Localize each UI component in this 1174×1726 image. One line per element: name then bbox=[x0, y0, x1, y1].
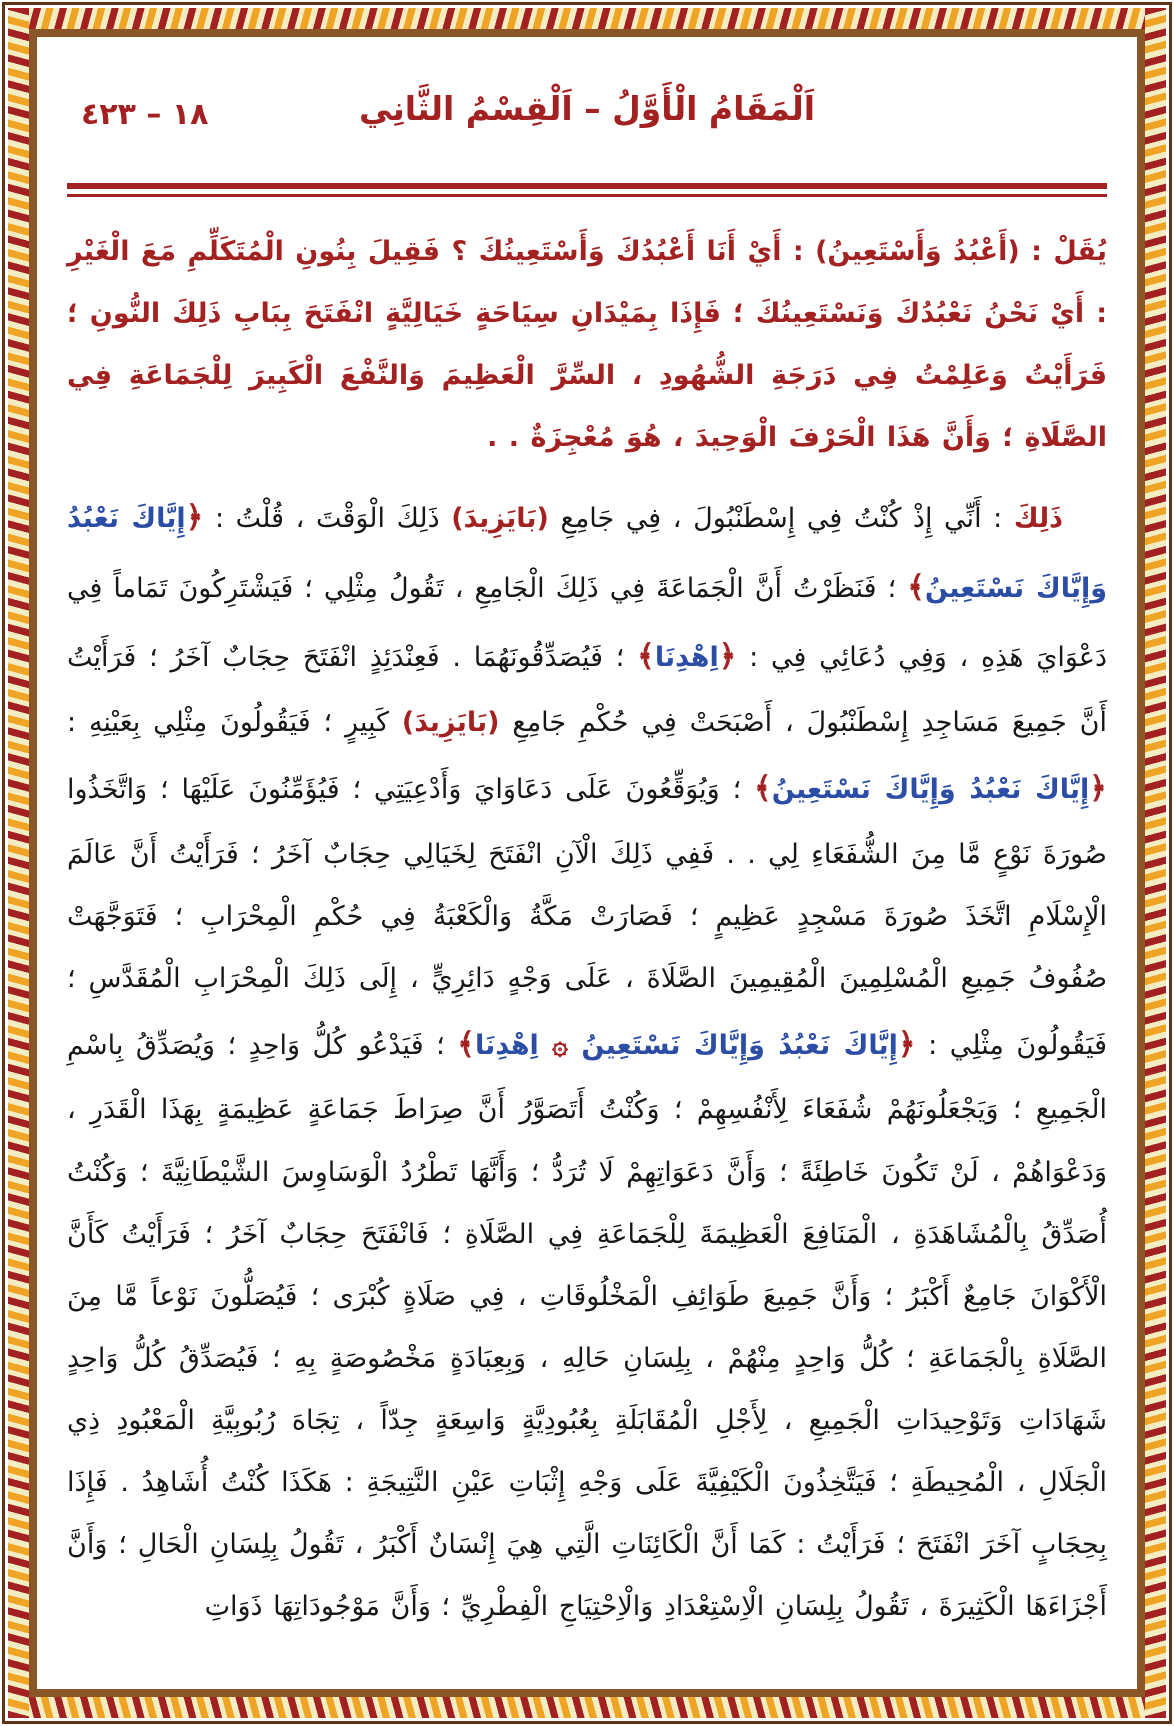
body-text bbox=[67, 221, 1107, 1638]
text-segment-red: ذَلِكَ bbox=[1013, 503, 1063, 535]
text-segment-black: كَبِيرٍ ؛ فَيَقُولُونَ مِثْلِي بِعَيْنِهِ : bbox=[67, 706, 402, 738]
text-segment-red: (بَايَزِيدَ) bbox=[401, 706, 500, 738]
border-pattern-band-right bbox=[1145, 8, 1166, 1718]
text-segment-bracket: ﴿ bbox=[897, 1026, 916, 1062]
narrative-paragraph bbox=[67, 483, 1107, 1638]
border-pattern-band-left bbox=[8, 8, 29, 1718]
text-segment-rosette: ۞ bbox=[538, 1029, 582, 1061]
text-segment-bracket: ﴿ bbox=[185, 500, 204, 536]
page-content bbox=[37, 37, 1137, 1689]
text-segment-black: ؛ فَيَدْعُو كُلُّ وَاحِدٍ ؛ وَيُصَدِّقُ بِاسْمِ الْجَمِيعِ ؛ وَيَجْعَلُونَهُمْ شُفَعَاءَ لِأَنْفُسِهِمْ ؛ وَكُنْتُ أَتَصَوَّرُ أَنَّ صِرَاطَ جَمَاعَةٍ عَظِيمَةٍ بِهَذَا الْقَدَرِ ، وَدَعْوَاهُمْ ، لَنْ تَكُونَ خَاطِئَةً ؛ وَأَنَّ دَعَوَاتِهِمْ لَا تُرَدُّ ؛ وَأَنَّهَا تَطْرُدُ الْوَسَاوِسَ الشَّيْطَانِيَّةَ ؛ وَكُنْتُ أُصَدِّقُ بِالْمُشَاهَدَةِ ، الْمَنَافِعَ الْعَظِيمَةَ لِلْجَمَاعَةِ فِي الصَّلَاةِ ؛ فَانْفَتَحَ حِجَابٌ آخَرُ ؛ فَرَأَيْتُ كَأَنَّ الْأَكْوَانَ جَامِعٌ أَكْبَرُ ؛ وَأَنَّ جَمِيعَ طَوَائِفِ الْمَخْلُوقَاتِ ، فِي صَلَاةٍ كُبْرَى ؛ فَيُصَلُّونَ نَوْعاً مَّا مِنَ الصَّلَاةِ بِالْجَمَاعَةِ ؛ كُلُّ وَاحِدٍ مِنْهُمْ ، بِلِسَانِ حَالِهِ ، وَبِعِبَادَةٍ مَخْصُوصَةٍ بِهِ ؛ فَيُصَدِّقُ كُلُّ وَاحِدٍ شَهَادَاتِ وَتَوْحِيدَاتِ الْجَمِيعِ ، لِأَجْلِ الْمُقَابَلَةِ بِعُبُودِيَّةٍ وَاسِعَةٍ جِدّاً ، تِجَاهَ رُبُوبِيَّةِ الْمَعْبُودِ ذِي الْجَلَالِ ، الْمُحِيطَةِ ؛ فَيَتَّخِذُونَ الْكَيْفِيَّةَ عَلَى وَجْهِ إِثْبَاتِ عَيْنِ النَّتِيجَةِ : هَكَذَا كُنْتُ أُشَاهِدُ . فَإِذَا بِحِجَابٍ آخَرَ انْفَتَحَ ؛ فَرَأَيْتُ : كَمَا أَنَّ الْكَائِنَاتِ الَّتِي هِيَ إِنْسَانٌ أَكْبَرُ ، تَقُولُ بِلِسَانِ الْحَالِ ؛ وَأَنَّ أَجْزَاءَهَا الْكَثِيرَةَ ، تَقُولُ بِلِسَانِ الْاِسْتِعْدَادِ وَالْاِحْتِيَاجِ الْفِطْرِيِّ ؛ وَأَنَّ مَوْجُودَاتِهَا ذَوَاتِ bbox=[67, 1029, 1107, 1623]
page-title: اَلْمَقَامُ الْأَوَّلُ – اَلْقِسْمُ الثَّانِي bbox=[358, 89, 816, 128]
text-segment-black: ؛ وَيُوَقِّعُونَ عَلَى دَعَاوَايَ وَأَدْعِيَتِي ؛ فَيُؤَمِّنُونَ عَلَيْهَا ؛ وَاتَّخَذُوا صُورَةَ نَوْعٍ مَّا مِنَ الشُّفَعَاءِ لِي . . فَفِي ذَلِكَ الْآنِ انْفَتَحَ لِخَيَالِي حِجَابٌ آخَرُ ؛ فَرَأَيْتُ أَنَّ عَالَمَ الْإِسْلَامِ اتَّخَذَ صُورَةَ مَسْجِدٍ عَظِيمٍ ؛ فَصَارَتْ مَكَّةُ وَالْكَعْبَةُ فِي حُكْمِ الْمِحْرَابِ ؛ فَتَوَجَّهَتْ صُفُوفُ جَمِيعِ الْمُسْلِمِينَ الْمُقِيمِينَ الصَّلَاةَ ، عَلَى وَجْهٍ دَائِرِيٍّ ، إِلَى ذَلِكَ الْمِحْرَابِ الْمُقَدَّسِ ؛ فَيَقُولُونَ مِثْلِي : bbox=[67, 774, 1108, 1061]
text-segment-bracket: ﴾ bbox=[457, 1026, 475, 1062]
text-segment-red: (بَايَزِيدَ) bbox=[451, 503, 549, 535]
border-pattern-band-bottom bbox=[8, 1697, 1166, 1718]
text-segment-blue: اِهْدِنَا bbox=[474, 1029, 539, 1061]
opening-red-paragraph bbox=[67, 221, 1107, 469]
page-header bbox=[67, 89, 1107, 153]
text-segment-blue: إِيَّاكَ نَعْبُدُ وَإِيَّاكَ نَسْتَعِينُ bbox=[67, 503, 1108, 604]
text-segment-blue: اِهْدِنَا bbox=[654, 642, 719, 674]
text-segment-bracket: ﴿ bbox=[718, 639, 737, 675]
text-segment-bracket: ﴾ bbox=[754, 771, 772, 807]
text-segment-blue: إِيَّاكَ نَعْبُدُ وَإِيَّاكَ نَسْتَعِينُ bbox=[581, 1029, 898, 1061]
text-segment-black: : أَنِّي إِذْ كُنْتُ فِي إِسْطَنْبُولَ ، فِي جَامِعِ bbox=[548, 503, 1014, 535]
text-segment-bracket: ﴾ bbox=[907, 569, 925, 605]
text-segment-black: ؛ فَنَظَرْتُ أَنَّ الْجَمَاعَةَ فِي ذَلِكَ الْجَامِعِ ، تَقُولُ مِثْلِي ؛ فَيَشْتَرِكُونَ تَمَاماً فِي دَعْوَايَ هَذِهِ ، وَفِي دُعَائِي فِي : bbox=[67, 572, 1107, 674]
text-segment-bracket: ﴿ bbox=[1089, 771, 1107, 807]
text-segment-red: يُقَلْ : (أَعْبُدُ وَأَسْتَعِينُ) : أَيْ أَنَا أَعْبُدُكَ وَأَسْتَعِينُكَ ؟ فَقِيلَ بِنُونِ الْمُتَكَلِّمِ مَعَ الْغَيْرِ : أَيْ نَحْنُ نَعْبُدُكَ وَنَسْتَعِينُكَ ؛ فَإِذَا بِمَيْدَانِ سِيَاحَةٍ خَيَالِيَّةٍ انْفَتَحَ بِبَابِ ذَلِكَ النُّونِ ؛ فَرَأَيْتُ وَعَلِمْتُ فِي دَرَجَةِ الشُّهُودِ ، السِّرَّ الْعَظِيمَ وَالنَّفْعَ الْكَبِيرَ لِلْجَمَاعَةِ فِي الصَّلَاةِ ؛ وَأَنَّ هَذَا الْحَرْفَ الْوَحِيدَ ، هُوَ مُعْجِزَةٌ . . bbox=[67, 236, 1107, 454]
border-pattern-band-top bbox=[8, 8, 1166, 29]
text-segment-blue: إِيَّاكَ نَعْبُدُ وَإِيَّاكَ نَسْتَعِينُ bbox=[771, 774, 1090, 806]
text-segment-bracket: ﴾ bbox=[637, 639, 655, 675]
text-segment-black: ذَلِكَ الْوَقْتَ ، قُلْتُ : bbox=[203, 503, 452, 535]
header-double-rule bbox=[67, 183, 1107, 197]
text-segment-black: ؛ فَيُصَدِّقُونَهُمَا . فَعِنْدَئِذٍ انْفَتَحَ حِجَابٌ آخَرُ ؛ فَرَأَيْتُ أَنَّ جَمِيعَ مَسَاجِدِ إِسْطَنْبُولَ ، أَصْبَحَتْ فِي حُكْمِ جَامِعِ bbox=[67, 642, 1108, 738]
page-number: ١٨ – ٤٢٣ bbox=[81, 97, 209, 132]
